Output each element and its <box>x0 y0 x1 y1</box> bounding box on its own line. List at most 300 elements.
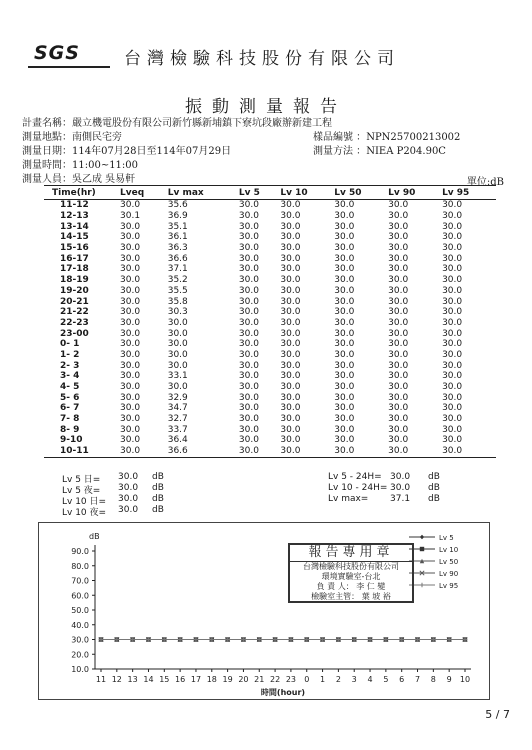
table-row <box>44 435 496 446</box>
col-lvmax-cell: 30.0 <box>167 317 188 328</box>
col-lv95-cell: 30.0 <box>442 403 463 414</box>
col-lv5-cell: 30.0 <box>238 275 259 286</box>
x-tick-label: 10 <box>459 675 471 684</box>
table-row <box>44 200 496 211</box>
col-time-cell: 3- 4 <box>60 371 80 382</box>
col-lvmax-cell: 30.0 <box>167 360 188 371</box>
y-tick-label: 70.0 <box>71 576 89 586</box>
col-lveq-cell: 30.0 <box>120 317 141 328</box>
col-lv5-cell: 30.0 <box>238 307 259 318</box>
col-lv5-cell: 30.0 <box>238 211 259 222</box>
col-lv50-cell: 30.0 <box>334 285 355 296</box>
company-name: 台灣檢驗科技股份有限公司 <box>124 49 400 69</box>
col-lv50-cell: 30.0 <box>334 435 355 446</box>
col-lv5-cell: 30.0 <box>238 243 259 254</box>
summary-label: Lv 10 夜= <box>62 508 107 518</box>
col-lv10-cell: 30.0 <box>280 360 301 371</box>
plan-value: 嚴立機電股份有限公司新竹縣新埔鎮下寮坑段廠辦新建工程 <box>72 118 332 129</box>
table-row <box>44 243 496 254</box>
x-tick-label: 2 <box>335 675 341 684</box>
col-lv5-cell: 30.0 <box>238 296 259 307</box>
col-lv90-cell: 30.0 <box>388 307 409 318</box>
plan-row <box>22 114 332 129</box>
col-lveq-cell: 30.0 <box>120 296 141 307</box>
table-row <box>44 307 496 318</box>
table-row <box>44 403 496 414</box>
table-row <box>44 328 496 339</box>
col-lv5-header: Lv 5 <box>239 186 281 200</box>
col-lveq-cell: 30.0 <box>120 307 141 318</box>
col-lv90-cell: 30.0 <box>388 403 409 414</box>
col-lvmax-cell: 36.3 <box>167 243 188 254</box>
table-row <box>44 211 496 222</box>
col-lvmax-cell: 36.4 <box>167 435 188 446</box>
col-lvmax-cell: 36.1 <box>167 232 188 243</box>
col-time-cell: 20-21 <box>60 296 89 307</box>
col-lveq-cell: 30.0 <box>120 446 168 457</box>
col-lv10-cell: 30.0 <box>280 392 301 403</box>
col-lvmax-cell: 36.6 <box>168 446 239 457</box>
col-lv90-cell: 30.0 <box>388 253 409 264</box>
summary-label: Lv 5 - 24H= <box>328 472 382 482</box>
x-axis-label: 時間(hour) <box>260 688 306 697</box>
x-tick-label: 17 <box>190 675 202 684</box>
col-lv95-cell: 30.0 <box>442 264 463 275</box>
col-lv50-cell: 30.0 <box>334 211 355 222</box>
col-lv50-header: Lv 50 <box>334 186 388 200</box>
col-lv5-cell: 30.0 <box>238 382 259 393</box>
x-tick-label: 12 <box>111 675 122 684</box>
col-time-cell: 7- 8 <box>60 414 80 425</box>
col-lv95-cell: 30.0 <box>442 371 463 382</box>
legend-label: Lv 10 <box>439 546 459 554</box>
col-lv95-cell: 30.0 <box>442 339 463 350</box>
col-lv10-cell: 30.0 <box>280 221 301 232</box>
col-lv5-cell: 30.0 <box>238 435 259 446</box>
col-lv50-cell: 30.0 <box>334 264 355 275</box>
sample-row <box>313 128 460 143</box>
unit-label: 單位:dB <box>466 177 504 188</box>
col-lv5-cell: 30.0 <box>238 424 259 435</box>
y-tick-label: 80.0 <box>71 561 89 571</box>
col-lv90-cell: 30.0 <box>388 392 409 403</box>
data-point <box>420 535 424 539</box>
col-lveq-cell: 30.0 <box>120 221 141 232</box>
col-lv50-cell: 30.0 <box>334 243 355 254</box>
col-lv95-header: Lv 95 <box>442 186 496 200</box>
col-lv90-cell: 30.0 <box>388 414 409 425</box>
summary-unit: dB <box>152 494 164 504</box>
col-lvmax-cell: 36.6 <box>167 253 188 264</box>
col-lv90-cell: 30.0 <box>388 285 409 296</box>
col-lv50-cell: 30.0 <box>334 221 355 232</box>
col-lv10-cell: 30.0 <box>280 232 301 243</box>
y-axis-label: dB <box>89 532 100 541</box>
summary-value: 30.0 <box>390 472 411 482</box>
col-lv50-cell: 30.0 <box>334 200 355 211</box>
summary-unit: dB <box>428 483 440 493</box>
col-time-cell: 0- 1 <box>60 339 80 350</box>
col-lv95-cell: 30.0 <box>442 328 463 339</box>
summary-value: 30.0 <box>118 505 139 515</box>
col-lv5-cell: 30.0 <box>238 285 259 296</box>
summary-unit: dB <box>152 472 164 482</box>
col-lv10-cell: 30.0 <box>280 296 301 307</box>
summary-value: 30.0 <box>118 494 139 504</box>
col-lveq-cell: 30.1 <box>120 211 141 222</box>
col-lv50-cell: 30.0 <box>334 307 355 318</box>
col-lveq-cell: 30.0 <box>120 200 141 211</box>
col-lveq-cell: 30.0 <box>120 328 141 339</box>
table-row <box>44 296 496 307</box>
stamp-title: 報告專用章 <box>290 545 412 562</box>
table-row <box>44 446 496 457</box>
col-lv10-cell: 30.0 <box>280 275 301 286</box>
col-lv10-cell: 30.0 <box>280 317 301 328</box>
col-lvmax-cell: 30.0 <box>167 382 188 393</box>
page-number: 5 / 7 <box>485 708 510 721</box>
x-tick-label: 7 <box>414 675 421 684</box>
col-lv95-cell: 30.0 <box>442 285 463 296</box>
col-lv50-cell: 30.0 <box>334 424 355 435</box>
col-lv90-cell: 30.0 <box>388 275 409 286</box>
x-tick-label: 23 <box>285 675 297 684</box>
table-row <box>44 382 496 393</box>
col-lv10-cell: 30.0 <box>280 285 301 296</box>
col-lvmax-cell: 35.6 <box>167 200 188 211</box>
y-tick-label: 20.0 <box>71 650 89 660</box>
col-lv95-cell: 30.0 <box>442 232 463 243</box>
x-tick-label: 21 <box>254 675 265 684</box>
col-lv90-cell: 30.0 <box>388 221 409 232</box>
col-lv5-cell: 30.0 <box>238 360 259 371</box>
y-tick-label: 60.0 <box>71 591 89 601</box>
col-lv90-cell: 30.0 <box>388 232 409 243</box>
col-lvmax-cell: 30.0 <box>167 339 188 350</box>
col-lveq-cell: 30.0 <box>120 360 141 371</box>
col-time-cell: 4- 5 <box>60 382 80 393</box>
summary-label: Lv max= <box>328 494 369 504</box>
legend-label: Lv 95 <box>439 582 459 590</box>
col-time-cell: 6- 7 <box>60 403 80 414</box>
col-lv10-cell: 30.0 <box>280 339 301 350</box>
col-time-cell: 12-13 <box>60 211 89 222</box>
table-row <box>44 253 496 264</box>
summary-value: 30.0 <box>390 483 411 493</box>
location-label: 測量地點： <box>22 132 72 143</box>
col-lv95-cell: 30.0 <box>442 435 463 446</box>
summary-label: Lv 10 - 24H= <box>328 483 388 493</box>
col-lv10-cell: 30.0 <box>280 328 301 339</box>
method-label: 測量方法 ： <box>313 146 367 157</box>
col-lv95-cell: 30.0 <box>442 360 463 371</box>
col-lv5-cell: 30.0 <box>238 221 259 232</box>
col-lvmax-cell: 33.7 <box>167 424 188 435</box>
col-lvmax-cell: 34.7 <box>167 403 188 414</box>
col-lv10-cell: 30.0 <box>280 414 301 425</box>
plan-label: 計畫名稱： <box>22 118 72 129</box>
x-tick-label: 14 <box>143 675 154 684</box>
summary-label: Lv 10 日= <box>62 497 107 507</box>
table-row <box>44 360 496 371</box>
col-lv50-cell: 30.0 <box>334 339 355 350</box>
col-lv10-cell: 30.0 <box>280 403 301 414</box>
col-lv95-cell: 30.0 <box>442 349 463 360</box>
col-lveq-cell: 30.0 <box>120 392 141 403</box>
time-label: 測量時間： <box>22 160 72 171</box>
legend-label: Lv 90 <box>439 570 459 578</box>
legend-label: Lv 50 <box>439 558 459 566</box>
col-lv95-cell: 30.0 <box>442 424 463 435</box>
col-lv50-cell: 30.0 <box>334 232 355 243</box>
summary-unit: dB <box>428 472 440 482</box>
logo-underline <box>28 66 110 68</box>
report-title: 振動測量報告 <box>185 97 347 117</box>
table-row <box>44 392 496 403</box>
col-lv5-cell: 30.0 <box>239 446 281 457</box>
col-time-cell: 9-10 <box>60 435 83 446</box>
col-lv5-cell: 30.0 <box>238 339 259 350</box>
col-lveq-cell: 30.0 <box>120 243 141 254</box>
legend-label: Lv 5 <box>439 534 454 542</box>
col-lv95-cell: 30.0 <box>442 446 496 457</box>
col-lv90-cell: 30.0 <box>388 424 409 435</box>
stamp-line1: 台灣檢驗科技股份有限公司 <box>303 562 399 571</box>
y-tick-label: 50.0 <box>71 606 89 615</box>
col-time-cell: 16-17 <box>60 253 89 264</box>
col-lv95-cell: 30.0 <box>442 275 463 286</box>
col-lvmax-cell: 37.1 <box>167 264 188 275</box>
x-tick-label: 4 <box>367 675 373 684</box>
col-lveq-cell: 30.0 <box>120 403 141 414</box>
col-lvmax-cell: 32.9 <box>167 392 188 403</box>
x-tick-label: 8 <box>430 675 436 684</box>
table-row <box>44 339 496 350</box>
col-lv5-cell: 30.0 <box>238 317 259 328</box>
line-chart <box>39 523 489 699</box>
x-tick-label: 15 <box>159 675 170 684</box>
sample-value: NPN25700213002 <box>366 132 461 143</box>
vibration-table <box>44 185 496 458</box>
col-lv90-header: Lv 90 <box>388 186 442 200</box>
col-time-cell: 23-00 <box>60 328 89 339</box>
col-time-cell: 14-15 <box>60 232 89 243</box>
col-lv95-cell: 30.0 <box>442 296 463 307</box>
col-lvmax-header: Lv max <box>168 186 239 200</box>
col-lv5-cell: 30.0 <box>238 328 259 339</box>
x-tick-label: 1 <box>320 675 326 684</box>
col-lv10-cell: 30.0 <box>280 446 334 457</box>
x-tick-label: 18 <box>206 675 217 684</box>
staff-row <box>22 170 135 185</box>
col-lv95-cell: 30.0 <box>442 392 463 403</box>
col-time-cell: 10-11 <box>44 446 120 457</box>
col-time-cell: 1- 2 <box>60 349 80 360</box>
col-lvmax-cell: 30.0 <box>167 349 188 360</box>
x-tick-label: 16 <box>175 675 186 684</box>
col-lv10-cell: 30.0 <box>280 424 301 435</box>
col-lveq-cell: 30.0 <box>120 349 141 360</box>
col-lv90-cell: 30.0 <box>388 371 409 382</box>
table-row <box>44 371 496 382</box>
x-tick-label: 6 <box>399 675 405 684</box>
col-lv50-cell: 30.0 <box>334 328 355 339</box>
col-lv90-cell: 30.0 <box>388 446 442 457</box>
method-value: NIEA P204.90C <box>366 146 446 157</box>
data-point <box>420 583 424 587</box>
table-row <box>44 232 496 243</box>
staff-value: 吳乙成 吳易軒 <box>72 174 136 185</box>
table-row <box>44 275 496 286</box>
table-header <box>44 186 496 200</box>
col-time-cell: 13-14 <box>60 221 89 232</box>
location-value: 南側民宅旁 <box>72 132 122 143</box>
col-time-cell: 15-16 <box>60 243 89 254</box>
stamp-line2: 環境實驗室-台北 <box>321 572 381 581</box>
summary-value: 30.0 <box>118 483 139 493</box>
col-lvmax-cell: 35.5 <box>167 285 188 296</box>
col-lvmax-cell: 35.8 <box>167 296 188 307</box>
col-time-cell: 17-18 <box>60 264 89 275</box>
col-lv50-cell: 30.0 <box>334 382 355 393</box>
col-lvmax-cell: 35.1 <box>167 221 188 232</box>
x-tick-label: 11 <box>95 675 107 684</box>
data-point <box>420 547 424 551</box>
col-lveq-header: Lveq <box>120 186 168 200</box>
chart-frame <box>38 522 490 700</box>
col-lv50-cell: 30.0 <box>334 349 355 360</box>
col-lv10-cell: 30.0 <box>280 200 301 211</box>
col-lv95-cell: 30.0 <box>442 211 463 222</box>
col-lv5-cell: 30.0 <box>238 371 259 382</box>
col-lv50-cell: 30.0 <box>334 371 355 382</box>
table-row <box>44 286 496 297</box>
y-tick-label: 40.0 <box>71 620 89 630</box>
x-tick-label: 13 <box>127 675 138 684</box>
col-lv50-cell: 30.0 <box>334 275 355 286</box>
col-lv50-cell: 30.0 <box>334 414 355 425</box>
table-row <box>44 424 496 435</box>
col-lv5-cell: 30.0 <box>238 349 259 360</box>
col-lv95-cell: 30.0 <box>442 317 463 328</box>
col-lveq-cell: 30.0 <box>120 371 141 382</box>
col-lv5-cell: 30.0 <box>238 392 259 403</box>
col-lv95-cell: 30.0 <box>442 221 463 232</box>
date-value: 114年07月28日至114年07月29日 <box>72 146 232 157</box>
col-lv90-cell: 30.0 <box>388 382 409 393</box>
x-tick-label: 20 <box>238 675 249 684</box>
col-lv90-cell: 30.0 <box>388 435 409 446</box>
col-lv90-cell: 30.0 <box>388 328 409 339</box>
col-lv10-cell: 30.0 <box>280 435 301 446</box>
col-time-cell: 11-12 <box>60 200 89 211</box>
table-row <box>44 318 496 329</box>
col-lvmax-cell: 33.1 <box>167 371 188 382</box>
x-tick-label: 5 <box>383 675 389 684</box>
col-lv95-cell: 30.0 <box>442 243 463 254</box>
summary-unit: dB <box>152 483 164 493</box>
col-time-cell: 8- 9 <box>60 424 80 435</box>
stamp-line3: 負 責 人： 李 仁 變 <box>316 582 386 591</box>
report-stamp <box>288 543 414 603</box>
table-row <box>44 414 496 425</box>
col-lveq-cell: 30.0 <box>120 253 141 264</box>
col-lv95-cell: 30.0 <box>442 253 463 264</box>
col-lvmax-cell: 30.0 <box>167 328 188 339</box>
col-lv50-cell: 30.0 <box>334 253 355 264</box>
col-lveq-cell: 30.0 <box>120 382 141 393</box>
col-lv10-cell: 30.0 <box>280 211 301 222</box>
col-lv10-header: Lv 10 <box>280 186 334 200</box>
col-lveq-cell: 30.0 <box>120 414 141 425</box>
col-time-header: Time(hr) <box>44 186 120 200</box>
col-lv90-cell: 30.0 <box>388 243 409 254</box>
col-time-cell: 5- 6 <box>60 392 80 403</box>
col-time-cell: 22-23 <box>60 317 89 328</box>
col-lveq-cell: 30.0 <box>120 435 141 446</box>
col-lv10-cell: 30.0 <box>280 253 301 264</box>
col-lv50-cell: 30.0 <box>334 403 355 414</box>
col-lvmax-cell: 32.7 <box>167 414 188 425</box>
col-lveq-cell: 30.0 <box>120 264 141 275</box>
x-tick-label: 3 <box>351 675 357 684</box>
col-time-cell: 18-19 <box>60 275 89 286</box>
col-lveq-cell: 30.0 <box>120 339 141 350</box>
col-lveq-cell: 30.0 <box>120 285 141 296</box>
col-lv50-cell: 30.0 <box>334 296 355 307</box>
summary-unit: dB <box>152 505 164 515</box>
col-lv10-cell: 30.0 <box>280 349 301 360</box>
staff-label: 測量人員： <box>22 174 72 185</box>
col-lv90-cell: 30.0 <box>388 296 409 307</box>
col-lv90-cell: 30.0 <box>388 349 409 360</box>
col-lveq-cell: 30.0 <box>120 232 141 243</box>
summary-value: 37.1 <box>390 494 411 504</box>
x-tick-label: 9 <box>446 675 452 684</box>
col-time-cell: 2- 3 <box>60 360 80 371</box>
table-body <box>44 200 496 458</box>
col-lv90-cell: 30.0 <box>388 360 409 371</box>
time-value: 11:00~11:00 <box>72 160 139 171</box>
col-lveq-cell: 30.0 <box>120 275 141 286</box>
col-lv5-cell: 30.0 <box>238 200 259 211</box>
y-tick-label: 10.0 <box>71 665 89 674</box>
table-row <box>44 221 496 232</box>
col-lv50-cell: 30.0 <box>334 446 388 457</box>
col-lvmax-cell: 36.9 <box>167 211 188 222</box>
x-tick-label: 0 <box>304 675 310 684</box>
summary-label: Lv 5 日= <box>62 475 101 485</box>
summary-unit: dB <box>428 494 440 504</box>
col-lv5-cell: 30.0 <box>238 414 259 425</box>
col-lv5-cell: 30.0 <box>238 264 259 275</box>
col-lv90-cell: 30.0 <box>388 211 409 222</box>
table-row <box>44 264 496 275</box>
col-lv95-cell: 30.0 <box>442 307 463 318</box>
time-row <box>22 156 138 171</box>
col-lv5-cell: 30.0 <box>238 403 259 414</box>
col-lv90-cell: 30.0 <box>388 317 409 328</box>
summary-value: 30.0 <box>118 472 139 482</box>
table-row <box>44 350 496 361</box>
col-lv50-cell: 30.0 <box>334 317 355 328</box>
col-time-cell: 19-20 <box>60 285 89 296</box>
col-lv10-cell: 30.0 <box>280 264 301 275</box>
method-row <box>313 142 446 157</box>
col-lvmax-cell: 30.3 <box>167 307 188 318</box>
col-lv90-cell: 30.0 <box>388 339 409 350</box>
col-lv10-cell: 30.0 <box>280 307 301 318</box>
